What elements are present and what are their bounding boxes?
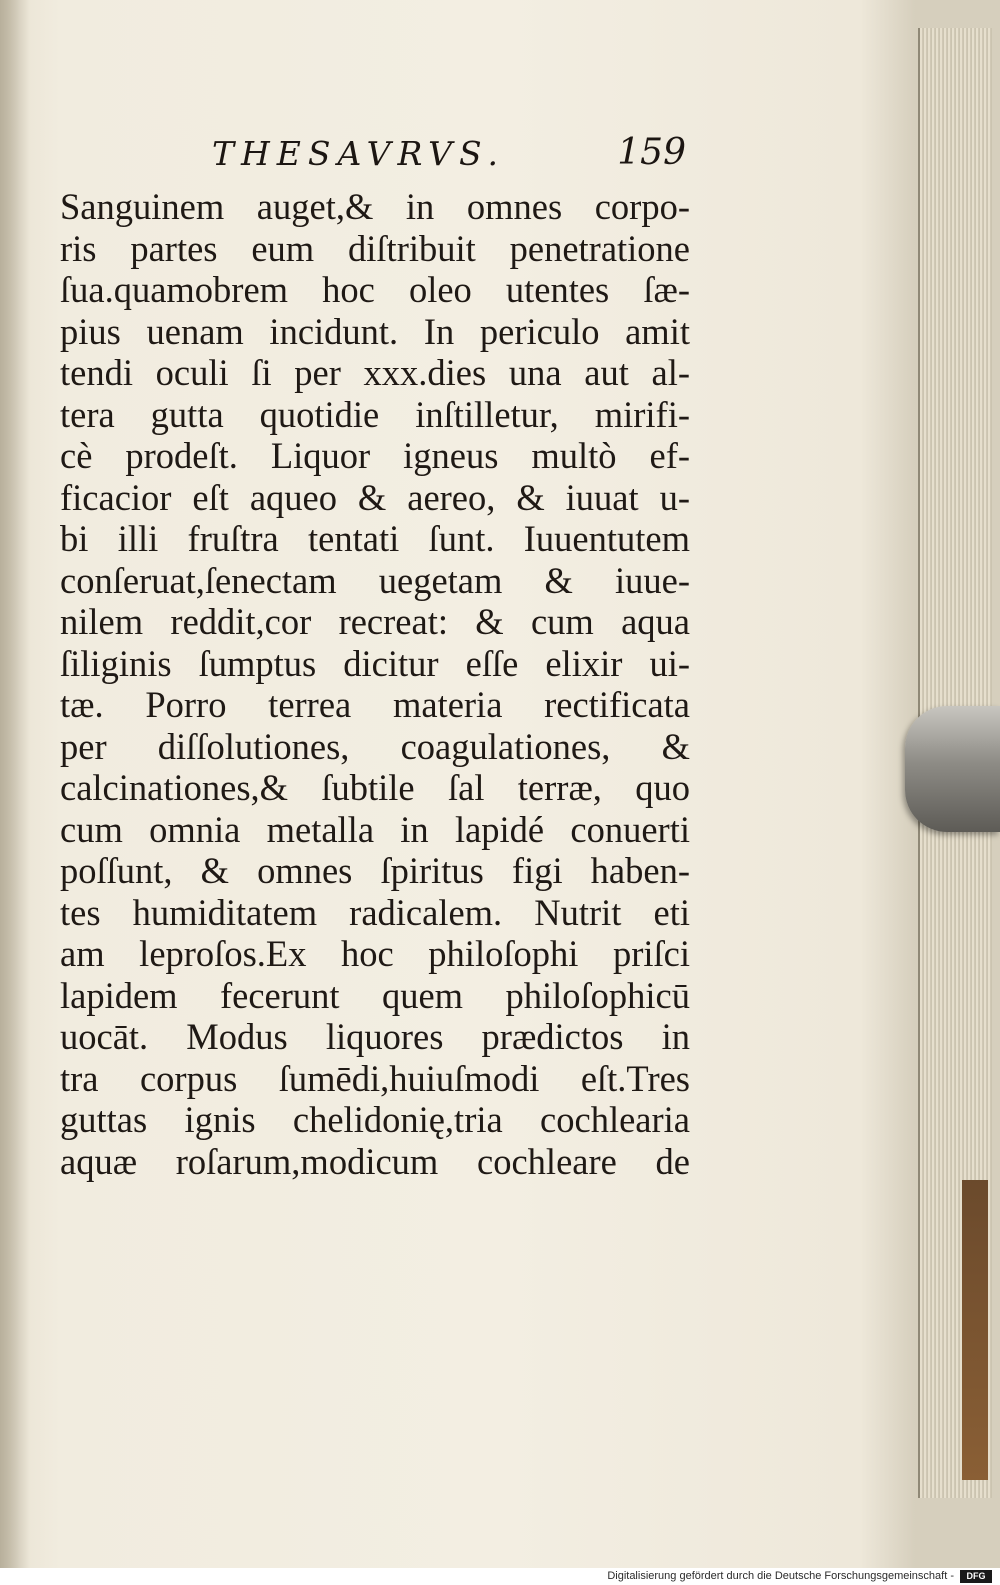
text-line: lapidem fecerunt quem philoſophicū: [60, 974, 690, 1016]
text-line: cè prodeſt. Liquor igneus multò ef-: [60, 435, 690, 476]
spine-leather: [962, 1180, 988, 1480]
text-line: tes humiditatem radicalem. Nutrit eti: [60, 891, 690, 933]
text-line: tendi oculi ſi per xxx.dies una aut al-: [60, 352, 690, 393]
text-line: per diſſolutiones, coagulationes, &: [60, 725, 690, 767]
text-line: conſeruat,ſenectam uegetam & iuue-: [60, 559, 690, 601]
text-line: cum omnia metalla in lapidé conuerti: [60, 808, 690, 850]
text-line: poſſunt, & omnes ſpiritus figi haben-: [60, 850, 690, 891]
text-line: ſiliginis ſumptus dicitur eſſe elixir ui-: [60, 642, 690, 684]
text-line: uocāt. Modus liquores prædictos in: [60, 1016, 690, 1057]
footer-credit: Digitalisierung gefördert durch die Deutsche Forschungsgemeinschaft -: [607, 1570, 954, 1582]
running-head-title: THESAVRVS.: [212, 134, 505, 173]
text-line: ris partes eum diſtribuit penetratione: [60, 227, 690, 269]
text-line: am leproſos.Ex hoc philoſophi priſci: [60, 933, 690, 974]
footer-bar: [0, 1568, 1000, 1585]
text-line: pius uenam incidunt. In periculo amit: [60, 310, 690, 352]
text-line: bi illi fruſtra tentati ſunt. Iuuentutem: [60, 518, 690, 559]
bookmark-clip: [905, 706, 1000, 832]
text-line: tra corpus ſumēdi,huiuſmodi eſt.Tres: [60, 1057, 690, 1099]
text-line: aquæ roſarum,modicum cochleare de: [60, 1140, 690, 1182]
spine-shadow: [0, 0, 30, 1568]
running-head: [60, 128, 692, 188]
text-line: ſua.quamobrem hoc oleo utentes ſæ-: [60, 269, 690, 310]
text-line: tera gutta quotidie inſtilletur, mirifi-: [60, 393, 690, 435]
page-number: 159: [617, 132, 686, 173]
text-line: ficacior eſt aqueo & aereo, & iuuat u-: [60, 476, 690, 518]
dfg-logo: DFG: [960, 1570, 992, 1583]
text-line: nilem reddit,cor recreat: & cum aqua: [60, 601, 690, 642]
text-line: calcinationes,& ſubtile ſal terræ, quo: [60, 767, 690, 808]
text-block: [60, 186, 690, 1182]
text-line: guttas ignis chelidonię,tria cochlearia: [60, 1099, 690, 1140]
text-line: tæ. Porro terrea materia rectificata: [60, 684, 690, 725]
text-line: Sanguinem auget,& in omnes corpo-: [60, 186, 690, 227]
